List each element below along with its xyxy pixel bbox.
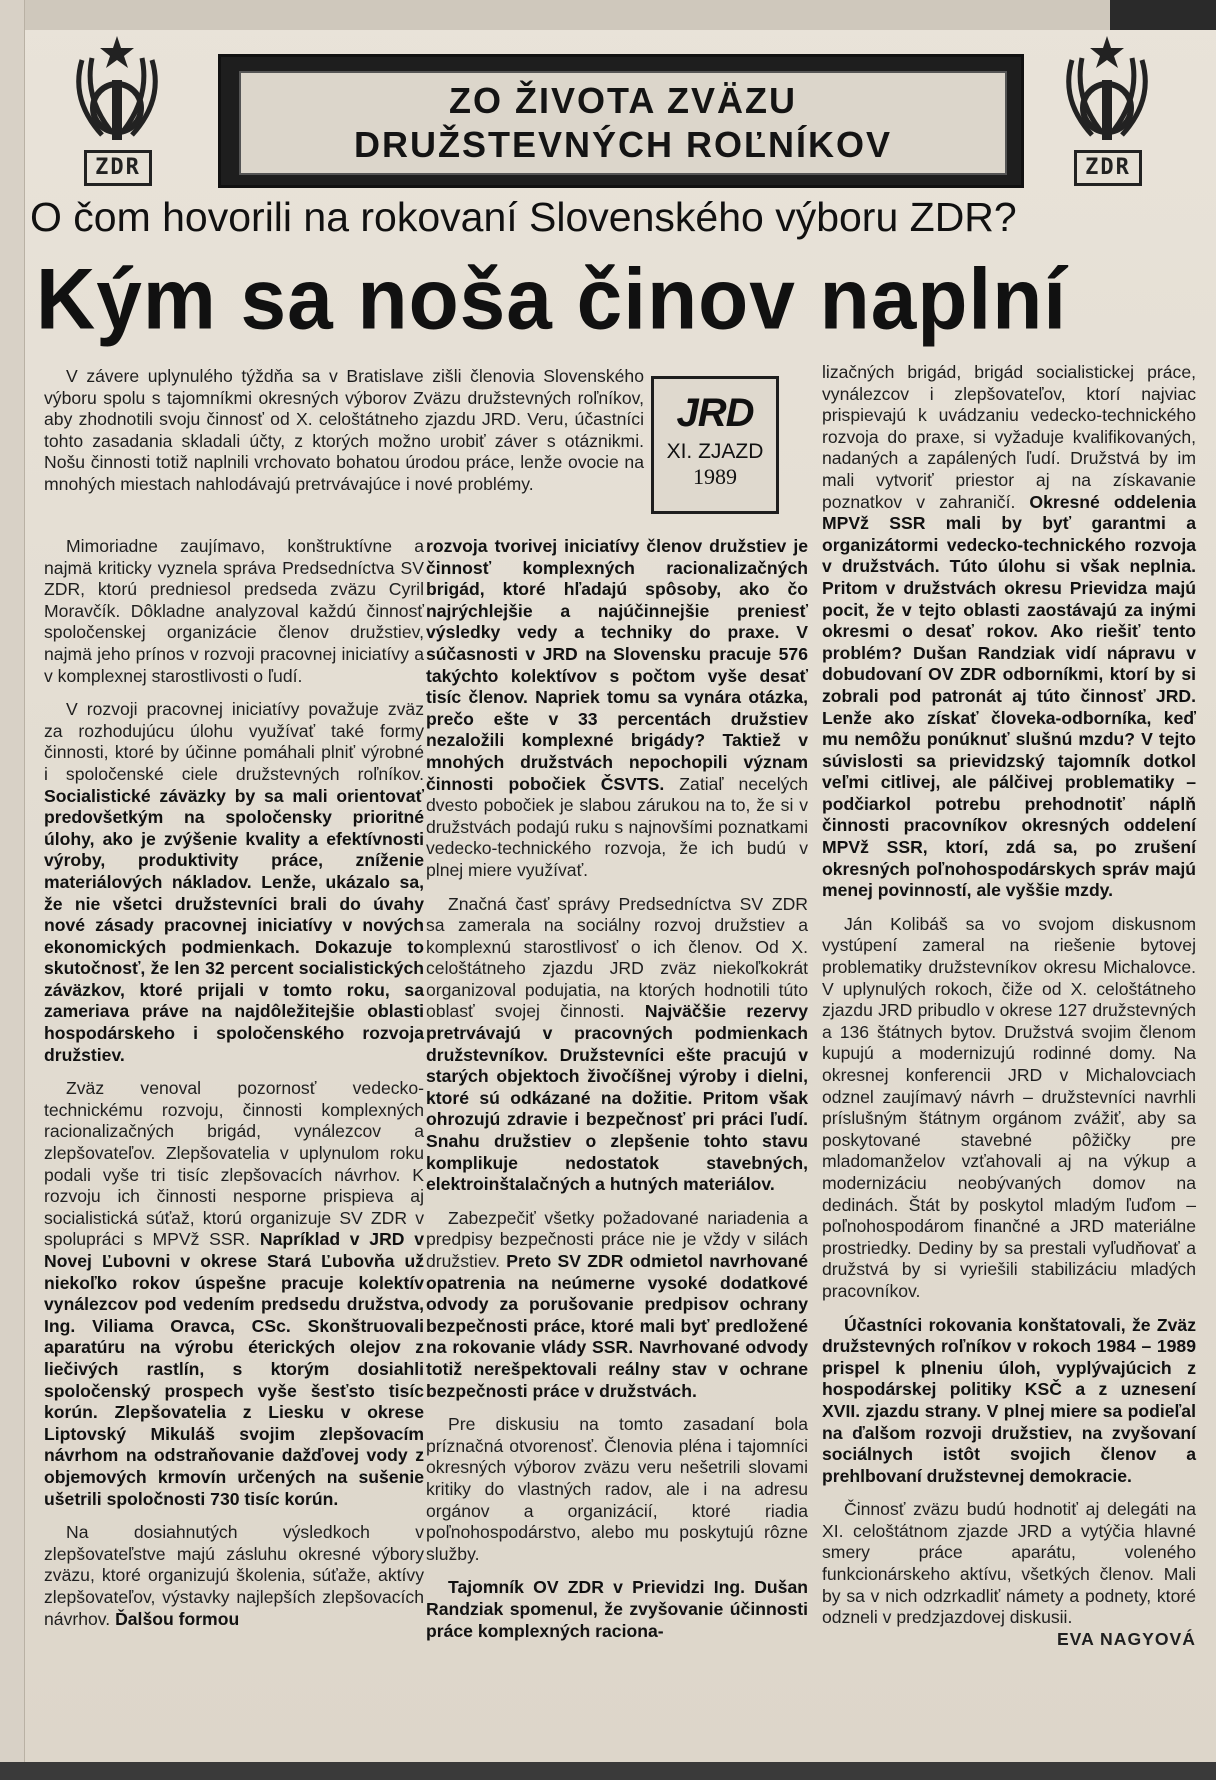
paragraph-bold-text: Najväčšie rezervy pretrvávajú v pracovných podmienkach družstevníkov. Družstevníci ešte pracujú v starých objektoch živočíšnej výroby i dielni, ktoré sú odkázané na dožitie. Pritom však ohrozujú zdravie i bezpečnosť pri práci ľudí. Snahu družstiev o zlepšenie tohto stavu komplikuje nedostatok stavebných, elektroinštalačných a hutných materiálov. bbox=[426, 1001, 808, 1195]
paragraph-text: Zabezpečiť všetky požadované nariadenia a predpisy bezpečnosti práce nie je vždy v silách družstiev. bbox=[426, 1207, 808, 1271]
wheat-star-icon bbox=[1052, 30, 1162, 155]
paragraph-bold-text: Ďalšou formou bbox=[115, 1608, 240, 1629]
logo-event: XI. ZJAZD bbox=[666, 440, 764, 463]
paragraph-text: lizačných brigád, brigád socialistickej práce, vynálezcov i zlepšovateľov, ktorí najviac prispievajú k uvádzaniu vedecko-technického rozvoja do praxe, si vyžaduje kvalifikovaných, nadaných a zapálených ľudí. Družstvá by im mali vytvoriť priestor aj na získavanie poznatkov v zahraničí. bbox=[822, 362, 1196, 512]
paragraph-bold-text: Tajomník OV ZDR v Prievidzi Ing. Dušan Randziak spomenul, že zvyšovanie účinnosti práce komplexných raciona- bbox=[426, 1577, 808, 1641]
paragraph bbox=[44, 1522, 424, 1630]
logo-year: 1989 bbox=[693, 464, 737, 489]
paragraph bbox=[426, 1577, 808, 1642]
bottom-edge bbox=[0, 1762, 1216, 1780]
paragraph bbox=[44, 1078, 424, 1510]
paragraph bbox=[426, 894, 808, 1196]
paragraph: Ján Kolibáš sa vo svojom diskusnom vystúpení zameral na riešenie bytovej problematiky družstevníkov okresu Michalovce. V uplynulých rokoch, čiže od X. celoštátneho zjazdu JRD pribudlo v okrese 127 družstevných a 136 štátnych bytov. Družstvá svojim členom kupujú a modernizujú rodinné domy. Na okresnej konferencii JRD v Michalovciach odznel zaujímavý návrh – družstevníci navrhli príslušným štátnym orgánom zvážiť, aby sa poskytované stavebné pôžičky pre mladomanželov vzťahovali aj na výkup a modernizáciu neobývaných domov na dedinách. Štát by poskytol mladým ľuďom – poľnohospodárom finančné a JRD materiálne prostriedky. Dediny by sa prestali vyľudňovať a družstvá by si vyriešili stabilizáciu mladých pracovníkov. bbox=[822, 913, 1196, 1301]
article-column-1 bbox=[44, 536, 424, 1630]
paragraph-bold-text: Socialistické záväzky by sa mali orientovať predovšetkým na spoločensky prioritné úlohy, ako je zvýšenie kvality a efektívnosti výroby, produktivity práce, zníženie materiálových nákladov. Lenže, ukázalo sa, že nie všetci družstevníci brali do úvahy nové zásady pracovnej iniciatívy v nových ekonomických podmienkach. Dokazuje to skutočnosť, že len 32 percent socialistických záväzkov, ktoré prijali v tomto roku, sa zameriava práve na najdôležitejšie oblasti hospodárskeho i spoločenského rozvoja družstiev. bbox=[44, 785, 424, 1065]
emblem-label: ZDR bbox=[84, 150, 152, 186]
wheat-star-icon bbox=[62, 30, 172, 155]
paragraph: Činnosť zväzu budú hodnotiť aj delegáti na XI. celoštátnom zjazde JRD a vytýčia hlavné smery práce aparátu, voleného funkcionárskeho aktívu, všetkých členov. Mali by sa v nich odzrkadliť námety a podnety, ktoré odzneli v predzjazdovej diskusii. bbox=[822, 1499, 1196, 1628]
paragraph-text: V rozvoji pracovnej iniciatívy považuje zväz za rozhodujúcu úlohu využívať také formy činnosti, ktoré by účinne pomáhali plniť výrobné i spoločenské ciele družstevných roľníkov. bbox=[44, 699, 424, 784]
paragraph bbox=[44, 699, 424, 1066]
paragraph bbox=[822, 362, 1196, 902]
article-author: EVA NAGYOVÁ bbox=[1056, 1628, 1196, 1649]
zdr-emblem-right bbox=[1052, 30, 1162, 190]
logo-brand: JRD bbox=[676, 391, 754, 435]
article-subtitle: O čom hovorili na rokovaní Slovenského výboru ZDR? bbox=[30, 194, 1017, 240]
paragraph-bold-text: Napríklad v JRD v Novej Ľubovni v okrese Stará Ľubovňa už niekoľko rokov úspešne pracuje kolektív vynálezcov pod vedením predsedu družstva, Ing. Viliama Oravca, CSc. Skonštruovali aparatúru na výrobu éterických olejov z liečivých rastlín, s ktorým dosiahli spoločenský prospech vyše šesťsto tisíc korún. Zlepšovatelia z Liesku v okrese Liptovský Mikuláš svojim zlepšovacím návrhom na odstraňovanie dažďovej vody z objemových krmovín určených na sušenie ušetrili spoločnosti 730 tisíc korún. bbox=[44, 1229, 425, 1509]
lead-paragraph: V závere uplynulého týždňa sa v Bratislave zišli členovia Slovenského výboru spolu s tajomníkmi okresných výborov Zväzu družstevných roľníkov, aby zhodnotili svoju činnosť od X. celoštátneho zjazdu JRD. Veru, účastníci tohto zasadania skladali účty, z ktorých možno urobiť záver s otáznikmi. Nošu činnosti totiž naplnili vrchovato bohatou úrodou práce, lenže ovocie na mnohých miestach nahlodávajú pretrvávajúce i nové problémy. bbox=[44, 366, 644, 494]
banner-inner bbox=[239, 71, 1007, 175]
paragraph bbox=[822, 1315, 1196, 1488]
paragraph: Mimoriadne zaujímavo, konštruktívne a najmä kriticky vyznela správa Predsedníctva SV ZDR, ktorú predniesol predseda zväzu Cyril Moravčík. Dôkladne analyzoval každú činnosť spoločenskej organizácie členov družstiev, najmä jeho prínos v rozvoji pracovnej iniciatívy a v komplexnej starostlivosti o ľudí. bbox=[44, 536, 424, 686]
banner-title-line2: DRUŽSTEVNÝCH ROĽNÍKOV bbox=[353, 124, 893, 165]
paragraph-bold-text: Okresné oddelenia MPVž SSR mali by byť garantmi a organizátormi vedecko-technického rozvoja v družstvách. Túto úlohu si však neplnia. Pritom v družstvách okresu Prievidza majú pocit, že v tejto oblasti zaostávajú za inými okresmi o desať rokov. Ako riešiť tento problém? Dušan Randziak vidí nápravu v dobudovaní OV ZDR odborníkmi, ktorí by si zobrali pod patronát aj túto činnosť JRD. Lenže ako získať človeka-odborníka, keď mu nemôžu ponúknuť slušnú mzdu? V tejto súvislosti sa prievidzský tajomník dotkol veľmi citlivej, ale pálčivej problematiky – podčiarkol potrebu prehodnotiť náplň činnosti pracovníkov okresných oddelení MPVž SSR, ktorí, zdá sa, po zrušení okresných poľnohospodárskych správ majú menej povinností, ale vyššie mzdy. bbox=[822, 491, 1196, 901]
article-lead bbox=[44, 366, 644, 496]
article-column-2 bbox=[426, 536, 808, 1642]
banner-title-line1: ZO ŽIVOTA ZVÄZU bbox=[449, 80, 797, 121]
article-headline: Kým sa noša činov naplní bbox=[36, 251, 1068, 348]
paragraph-bold-text: Účastníci rokovania konštatovali, že Zväz družstevných roľníkov v rokoch 1984 – 1989 prispel k plneniu úloh, vyplývajúcich z hospodárskej politiky KSČ a z uznesení XVII. zjazdu strany. V plnej miere sa podieľal na ďalšom rozvoji družstiev, na zvyšovaní sociálnych istôt svojich členov a prehlbovaní družstevnej demokracie. bbox=[822, 1314, 1196, 1486]
section-banner bbox=[218, 54, 1024, 188]
top-edge bbox=[0, 0, 1216, 30]
jrd-congress-logo bbox=[651, 376, 779, 514]
paragraph-text: Na dosiahnutých výsledkoch v zlepšovateľstve majú zásluhu okresné výbory zväzu, ktoré organizujú školenia, súťaže, aktívy zlepšovateľov, výstavky najlepších zlepšovacích návrhov. bbox=[44, 1522, 424, 1629]
zdr-emblem-left bbox=[62, 30, 172, 190]
article-column-3 bbox=[822, 362, 1196, 1650]
paragraph-text: Zväz venoval pozornosť vedecko-technickému rozvoju, činnosti komplexných racionalizačných brigád, vynálezcov a zlepšovateľov. Zlepšovatelia v uplynulom roku podali vyše tri tisíc zlepšovacích návrhov. K rozvoju ich činnosti nesporne prispieva aj socialistická súťaž, ktorú organizuje SV ZDR v spolupráci s MPVž SSR. bbox=[44, 1078, 424, 1250]
emblem-label: ZDR bbox=[1074, 150, 1142, 186]
paragraph bbox=[426, 1208, 808, 1402]
paragraph-bold-text: Preto SV ZDR odmietol navrhované opatrenia na neúmerne vysoké dodatkové odvody za porušovanie predpisov ochrany bezpečnosti práce, ktoré mali byť predložené na rokovanie vlády SSR. Navrhované odvody totiž nerešpektovali reálny stav v ochrane bezpečnosti práce v družstvách. bbox=[426, 1251, 809, 1401]
paragraph bbox=[426, 536, 808, 882]
adjacent-page-strip bbox=[0, 0, 25, 1780]
paragraph-bold-text: rozvoja tvorivej iniciatívy členov družstiev je činnosť komplexných racionalizačných brigád, ktoré hľadajú spôsoby, ako čo najrýchlejšie a najúčinnejšie preniesť výsledky vedy a techniky do praxe. V súčasnosti v JRD na Slovensku pracuje 576 takýchto kolektívov s počtom vyše desať tisíc členov. Napriek tomu sa vynára otázka, prečo ešte v 33 percentách družstiev nezaložili komplexné brigády? Taktiež v mnohých družstvách nepochopili význam činnosti pobočiek ČSVTS. bbox=[426, 536, 808, 794]
paragraph-text: Značná časť správy Predsedníctva SV ZDR sa zamerala na sociálny rozvoj družstiev a komplexnú starostlivosť o ich členov. Od X. celoštátneho zjazdu JRD zväz niekoľkokrát organizoval podujatia, na ktorých hodnotili túto oblasť svojej činnosti. bbox=[426, 893, 808, 1022]
paragraph: Pre diskusiu na tomto zasadaní bola príznačná otvorenosť. Členovia pléna i tajomníci okresných výborov zväzu veru nešetrili slovami kritiky do vlastných radov, ale i na adresu orgánov a organizácií, ktoré riadia poľnohospodárstvo, alebo mu poskytujú rôzne služby. bbox=[426, 1414, 808, 1564]
paragraph-text: Zatiaľ necelých dvesto pobočiek je slabou zárukou na to, že si v družstvách podajú ruku s najnovšími poznatkami vedecko-technického rozvoja, že ich budú v plnej miere využívať. bbox=[426, 773, 808, 880]
top-edge-dark bbox=[1110, 0, 1216, 30]
